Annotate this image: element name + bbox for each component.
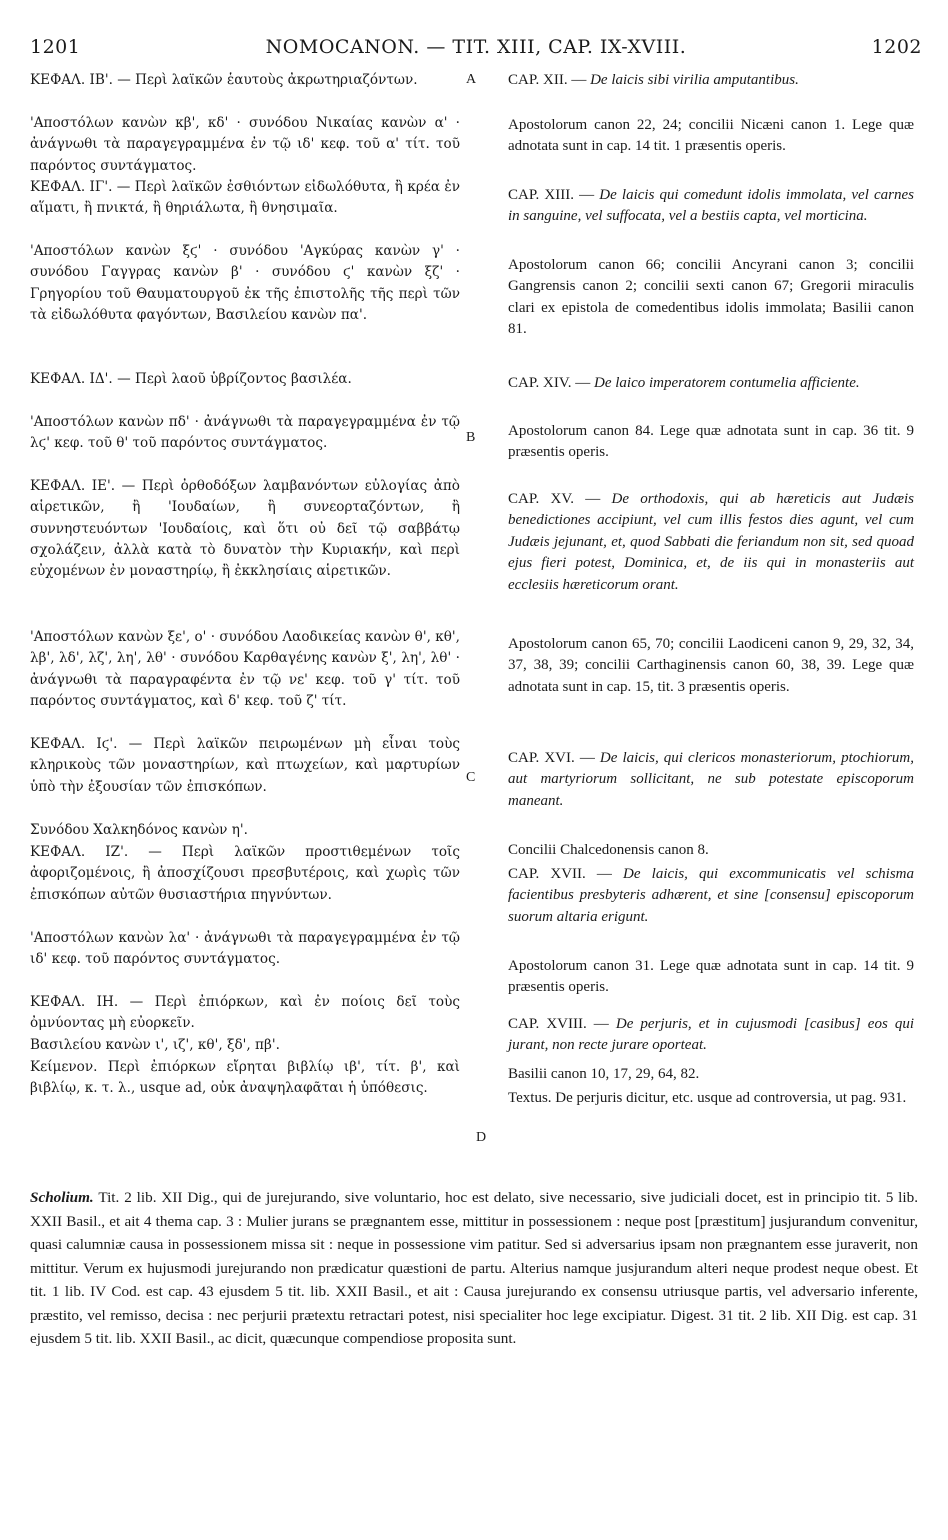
latin-cap-17: CAP. XVII. — De laicis, qui excommunicatis vel schisma facientibus presbyteris adhærent, et sine [consensu] episcoporum suorum altaria erigunt. (508, 866, 914, 925)
page-header (30, 36, 922, 62)
cap-title: De orthodoxis, qui ab hæreticis aut Judæis benedictiones accipiunt, vel cum illis festos dies agunt, vel cum Judæis jejunant, et, quod Sabbati die feriandum non sit, sed quoad ejus fieri potest, Dominica, et, de iis qui in monasteriis aut ecclesiis hæreticorum orant. (508, 491, 914, 593)
page-number-right: 1202 (871, 36, 922, 58)
cap-title: De laicis sibi virilia amputantibus. (590, 72, 799, 88)
cap-number: CAP. XVII. (508, 866, 586, 882)
latin-canons-13: Apostolorum canon 66; concilii Ancyrani canon 3; concilii Gangrensis canon 2; concilii sexti canon 67; Gregorii miraculis clari ex epistola de comedentibus idolis immolata; Basilii canon 81. (508, 257, 914, 338)
greek-canons-18: Βασιλείου κανὼν ι', ιζ', κθ', ξδ', πβ'. (30, 1037, 280, 1053)
cap-title: De laicis, qui clericos monasteriorum, ptochiorum, aut martyriorum sollicitant, ne sub potestate episcoporum maneant. (508, 750, 914, 809)
cap-number: CAP. XII. (508, 72, 568, 88)
latin-canons-14: Apostolorum canon 84. Lege quæ adnotata sunt in cap. 36 tit. 9 præsentis operis. (508, 423, 914, 461)
greek-heading-13: ΚΕΦΑΛ. ΙΓ'. — Περὶ λαϊκῶν ἐσθιόντων εἰδωλόθυτα, ἢ κρέα ἐν αἵματι, ἢ πνικτά, ἢ θηριάλωτα, ἢ θνησιμαῖα. (30, 179, 460, 217)
cap-number: CAP. XIII. (508, 187, 574, 203)
cap-title: De laico imperatorem contumelia afficiente. (594, 375, 860, 391)
greek-heading-12: ΚΕΦΑΛ. ΙΒ'. — Περὶ λαϊκῶν ἑαυτοὺς ἀκρωτηριαζόντων. (30, 72, 418, 88)
latin-canons-12: Apostolorum canon 22, 24; concilii Nicæni canon 1. Lege quæ adnotata sunt in cap. 14 tit. 1 præsentis operis. (508, 117, 914, 155)
greek-heading-16: ΚΕΦΑΛ. Ιϛ'. — Περὶ λαϊκῶν πειρωμένων μὴ εἶναι τοὺς κληρικοὺς τῶν μοναστηρίων, καὶ πτωχείων, καὶ μαρτυρίων ὑπὸ τὴν ἐξουσίαν τῶν ἐπισκόπων. (30, 736, 460, 795)
latin-canons-16: Concilii Chalcedonensis canon 8. (508, 842, 709, 858)
scholium-text: Tit. 2 lib. XII Dig., qui de jurejurando, sive voluntario, hoc est delato, sive necessario, sive judiciali docet, est in principio tit. 5 lib. XXII Basil., et ait 4 thema cap. 3 : Mulier jurans se prægnantem esse, mittitur in possessionem : neque post [præstitum] jusjurandum convenitur, quasi calumniæ causa in possessionem missa sit : neque in possessione vim patitur. Sed si adversarius ipsam non prægnantem esse juraverit, non mittitur. Verum ex hujusmodi jurejurando non prædicatur quæstioni de partu. Alterius namque jusjurandum alteri neque prodest neque obest. Et tit. 1 lib. IV Cod. est cap. 43 ejusdem 5 tit. lib. XXII Basil., et ait : Causa jurejurando ex consensu utriusque partis, vel adversario inferente, præstito, vel remisso, decisa : nec perjurii prætextu retractari potest, nisi specialiter hoc lege excipiatur. Digest. 31 tit. 2 lib. XII Dig. est cap. 31 ejusdem 5 tit. lib. XXII Basil., ac dicit, quæcunque compendiose proposita sunt. (30, 1189, 918, 1347)
greek-canons-14: 'Αποστόλων κανὼν πδ' · ἀνάγνωθι τὰ παραγεγραμμένα ἐν τῷ λϛ' κεφ. τοῦ θ' τοῦ παρόντος συντάγματος. (30, 414, 460, 452)
greek-canons-13: 'Αποστόλων κανὼν ξϛ' · συνόδου 'Αγκύρας κανὼν γ' · συνόδου Γαγγρας κανὼν β' · συνόδου ϛ' κανὼν ξζ' · Γρηγορίου τοῦ Θαυματουργοῦ ἐκ τῆς ἐπιστολῆς τῆς περὶ τῶν τὰ εἰδωλόθυτα φαγόντων, Βασιλείου κανὼν πα'. (30, 243, 460, 323)
greek-heading-18: ΚΕΦΑΛ. ΙΗ. — Περὶ ἐπιόρκων, καὶ ἐν ποίοις δεῖ τοὺς ὀμνύοντας μὴ εὐορκεῖν. (30, 994, 460, 1032)
greek-heading-14: ΚΕΦΑΛ. ΙΔ'. — Περὶ λαοῦ ὑβρίζοντος βασιλέα. (30, 371, 352, 387)
running-title: NOMOCANON. — TIT. XIII, CAP. IX-XVIII. (265, 36, 687, 58)
cap-title: De laicis qui comedunt idolis immolata, vel carnes in sanguine, vel suffocata, vel a bestiis capta, vel morticina. (508, 187, 914, 225)
cap-number: CAP. XVI. (508, 750, 575, 766)
greek-heading-15: ΚΕΦΑΛ. ΙΕ'. — Περὶ ὀρθοδόξων λαμβανόντων εὐλογίας ἀπὸ αἱρετικῶν, ἢ 'Ιουδαίων, ἢ συνεορταζόντων, ἢ συννηστευόντων 'Ιουδαίοις, καὶ ὅτι οὐ δεῖ τῷ σαββάτῳ σχολάζειν, ἀλλὰ κατὰ τὸ δυνατὸν τὴν Κυριακήν, καὶ περὶ εὐχομένων ἐν μοναστηρίῳ, ἢ ἐκκλησίαις αἱρετικῶν. (30, 478, 460, 580)
scholium-paragraph (30, 1186, 918, 1351)
margin-letter-c: C (466, 770, 476, 785)
cap-number: CAP. XVIII. (508, 1016, 587, 1032)
latin-canons-17: Apostolorum canon 31. Lege quæ adnotata sunt in cap. 14 tit. 9 præsentis operis. (508, 958, 914, 996)
latin-canons-15: Apostolorum canon 65, 70; concilii Laodiceni canon 9, 29, 32, 34, 37, 38, 39; concilii Carthaginensis canon 60, 38, 39. Lege quæ adnotata sunt in cap. 15, tit. 3 præsentis operis. (508, 636, 914, 695)
cap-title: De laicis, qui excommunicatis vel schisma facientibus presbyteris adhærent, et sine [consensu] episcoporum suorum altaria erigunt. (508, 866, 914, 925)
latin-cap-16: CAP. XVI. — De laicis, qui clericos monasteriorum, ptochiorum, aut martyriorum sollicitant, ne sub potestate episcoporum maneant. (508, 750, 914, 809)
greek-textus-18: Κείμενον. Περὶ ἐπιόρκων εἴρηται βιβλίῳ ιβ', τίτ. β', καὶ βιβλίῳ, κ. τ. λ., usque ad, οὐκ ἀναψηλαφᾶται ἡ ὑπόθεσις. (30, 1059, 460, 1097)
margin-letter-b: B (466, 430, 476, 445)
cap-number: CAP. XIV. (508, 375, 572, 391)
greek-canons-17: 'Αποστόλων κανὼν λα' · ἀνάγνωθι τὰ παραγεγραμμένα ἐν τῷ ιδ' κεφ. τοῦ παρόντος συντάγματος. (30, 930, 460, 968)
cap-number: CAP. XV. (508, 491, 575, 507)
greek-canons-16: Συνόδου Χαλκηδόνος κανὼν η'. (30, 822, 248, 838)
greek-column (30, 70, 460, 1100)
latin-cap-14: CAP. XIV. — De laico imperatorem contumelia afficiente. (508, 375, 860, 391)
latin-cap-13: CAP. XIII. — De laicis qui comedunt idolis immolata, vel carnes in sanguine, vel suffocata, vel a bestiis capta, vel morticina. (508, 187, 914, 225)
margin-letter-a: A (466, 72, 477, 87)
greek-heading-17: ΚΕΦΑΛ. ΙΖ'. — Περὶ λαϊκῶν προστιθεμένων τοῖς ἀφοριζομένοις, ἢ ἀποσχίζουσι πρεσβυτέροις, καὶ χωρὶς τῶν ἐπισκόπων αὐτῶν θυσιαστήρια πηγνύντων. (30, 844, 460, 903)
margin-letter-d: D (476, 1130, 487, 1145)
latin-cap-15: CAP. XV. — De orthodoxis, qui ab hæreticis aut Judæis benedictiones accipiunt, vel cum illis festos dies agunt, vel cum Judæis jejunant, et, quod Sabbati die feriandum non sit, sed quoad ejus fieri potest, Dominica, et, de iis qui in monasteriis aut ecclesiis hæreticorum orant. (508, 491, 914, 593)
latin-column (508, 70, 914, 1132)
greek-canons-12: 'Αποστόλων κανὼν κβ', κδ' · συνόδου Νικαίας κανὼν α' · ἀνάγνωθι τὰ παραγεγραμμένα ἐν τῷ ιδ' κεφ. τοῦ α' τίτ. τοῦ παρόντος συντάγματος. (30, 115, 460, 174)
scholium-label: Scholium. (30, 1189, 94, 1206)
latin-textus-18: Textus. De perjuris dicitur, etc. usque ad controversia, ut pag. 931. (508, 1090, 907, 1106)
cap-title: De perjuris, et in cujusmodi [casibus] eos qui jurant, non recte jurare oporteat. (508, 1016, 915, 1054)
latin-cap-12: CAP. XII. — De laicis sibi virilia amputantibus. (508, 72, 799, 88)
greek-canons-15: 'Αποστόλων κανὼν ξε', ο' · συνόδου Λαοδικείας κανὼν θ', κθ', λβ', λδ', λζ', λη', λθ' · συνόδου Καρθαγένης κανὼν ξ', λη', λθ' · ἀνάγνωθι τὰ παραγραφέντα ἐν τῷ νε' κεφ. τοῦ γ' τίτ. τοῦ παρόντος συντάγματος, καὶ δ' κεφ. τοῦ ζ' τίτ. (30, 629, 460, 709)
page-number-left: 1201 (30, 36, 81, 58)
latin-canons-18: Basilii canon 10, 17, 29, 64, 82. (508, 1066, 700, 1082)
latin-cap-18: CAP. XVIII. — De perjuris, et in cujusmodi [casibus] eos qui jurant, non recte jurare oporteat. (508, 1016, 915, 1054)
